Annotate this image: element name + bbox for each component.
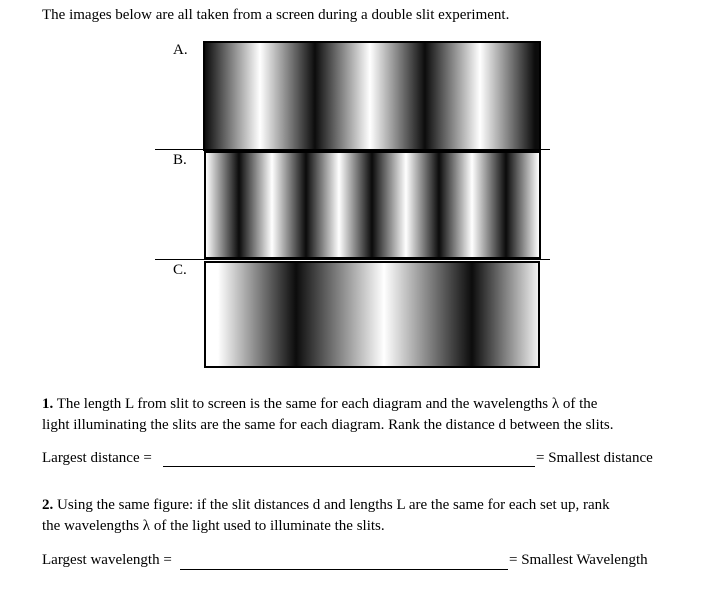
intro-text: The images below are all taken from a screen during a double slit experiment. [42,7,510,23]
fringe-pattern-b [204,151,541,259]
question-2-text-1: Using the same figure: if the slit distances d and lengths L are the same for each set up, rank [57,497,610,513]
question-2 [42,495,682,537]
q1-answer-blank[interactable] [163,466,535,467]
panel-a-label: A. [173,42,188,58]
q1-largest-label: Largest distance = [42,450,152,466]
divider-line [155,259,550,260]
question-1-line-1 [42,394,682,415]
q2-answer-blank[interactable] [180,569,508,570]
question-1-text-2: light illuminating the slits are the same for each diagram. Rank the distance d between the slits. [42,417,614,433]
panel-b-label: B. [173,152,187,168]
question-1 [42,394,682,436]
question-2-line-1 [42,495,682,516]
question-2-text-2: the wavelengths λ of the light used to illuminate the slits. [42,518,385,534]
q2-smallest-label: = Smallest Wavelength [509,552,648,568]
q2-largest-label: Largest wavelength = [42,552,172,568]
fringe-pattern-c [204,261,540,368]
question-1-text-1: The length L from slit to screen is the same for each diagram and the wavelengths λ of the [56,396,598,412]
panel-c-label: C. [173,262,187,278]
divider-line [155,149,550,150]
q1-smallest-label: = Smallest distance [536,450,653,466]
question-2-number: 2. [42,497,54,513]
fringe-pattern-a [203,41,541,151]
question-1-number: 1. [42,396,54,412]
